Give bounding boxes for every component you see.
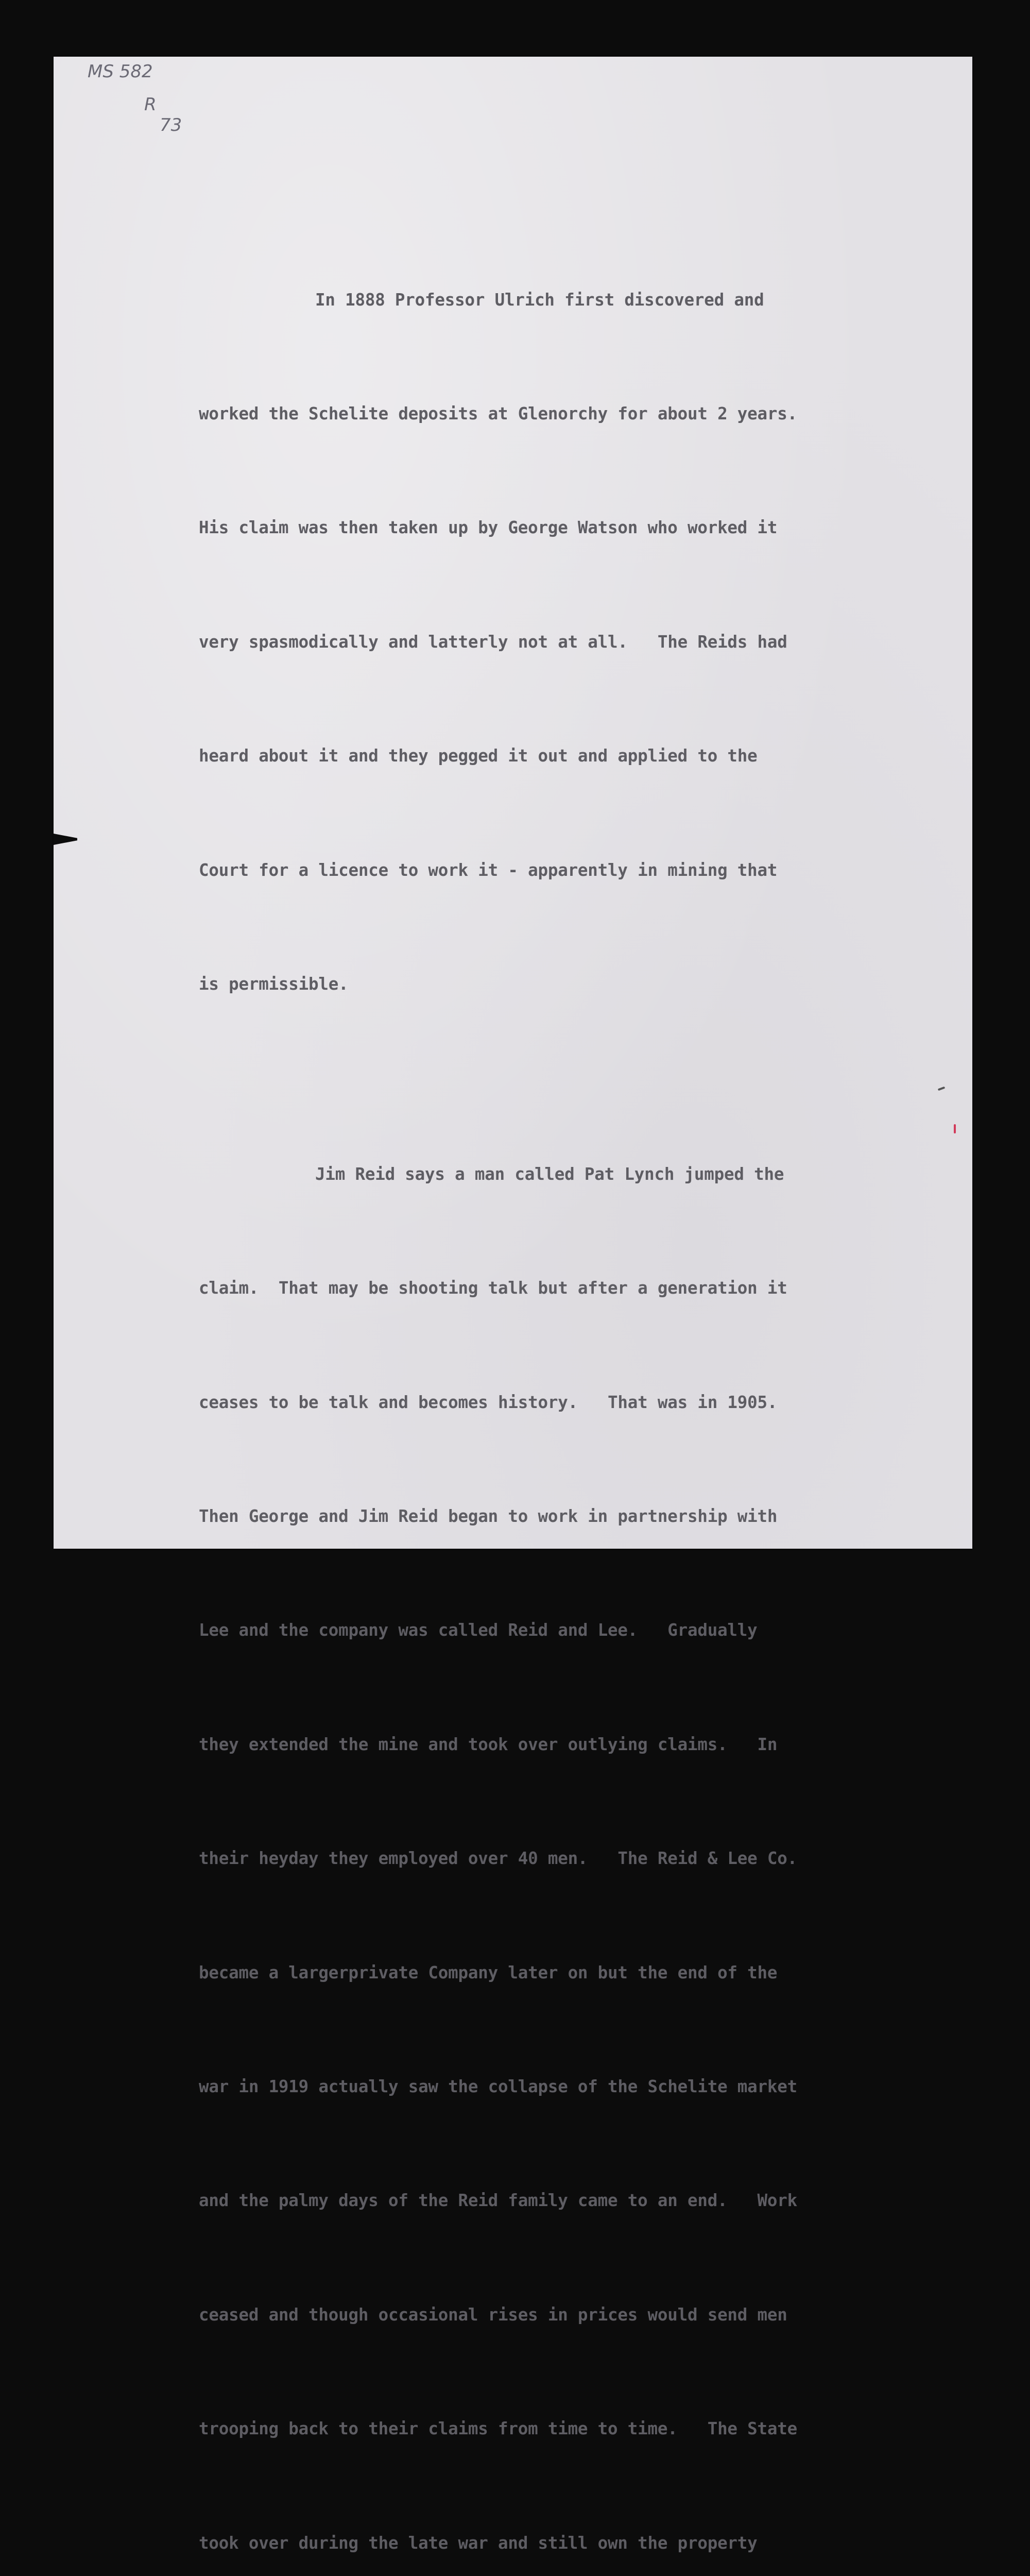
paragraph-1 (199, 205, 920, 1079)
archive-reference-line: 73 (160, 115, 182, 135)
text-line: trooping back to their claims from time to time. The State (199, 2419, 797, 2439)
text-line: Then George and Jim Reid began to work in partnership with (199, 1506, 778, 1527)
text-line: their heyday they employed over 40 men. The Reid & Lee Co. (199, 1849, 797, 1869)
text-line: worked the Schelite deposits at Glenorchy for about 2 years. (199, 403, 797, 423)
text-line: war in 1919 actually saw the collapse of the Schelite market (199, 2077, 797, 2097)
text-line: they extended the mine and took over outlying claims. In (199, 1734, 778, 1754)
text-line: heard about it and they pegged it out and applied to the (199, 746, 758, 766)
ink-mark (954, 1124, 956, 1133)
text-line: ceased and though occasional rises in prices would send men (199, 2304, 787, 2325)
text-line: is permissible. (199, 974, 349, 994)
text-line: and the palmy days of the Reid family came to an end. Work (199, 2191, 797, 2211)
text-line: Court for a licence to work it - apparently in mining that (199, 860, 778, 880)
archive-reference-line: MS 582 (88, 61, 153, 82)
text-line: took over during the late war and still own the property (199, 2533, 758, 2553)
paragraph-2 (199, 1079, 920, 2576)
text-line: very spasmodically and latterly not at all. The Reids had (199, 632, 787, 652)
text-line: His claim was then taken up by George Watson who worked it (199, 518, 778, 538)
text-line: Jim Reid says a man called Pat Lynch jumped the (315, 1164, 784, 1184)
text-line: became a largerprivate Company later on but the end of the (199, 1962, 778, 1982)
text-line: ceases to be talk and becomes history. That was in 1905. (199, 1392, 778, 1412)
text-line: Lee and the company was called Reid and Lee. Gradually (199, 1620, 758, 1640)
archive-reference-handwritten (88, 61, 201, 143)
document-body (199, 205, 920, 2576)
text-line: In 1888 Professor Ulrich first discovered and (315, 290, 764, 310)
archive-reference-line: R (144, 94, 157, 115)
text-line: claim. That may be shooting talk but after a generation it (199, 1278, 787, 1298)
